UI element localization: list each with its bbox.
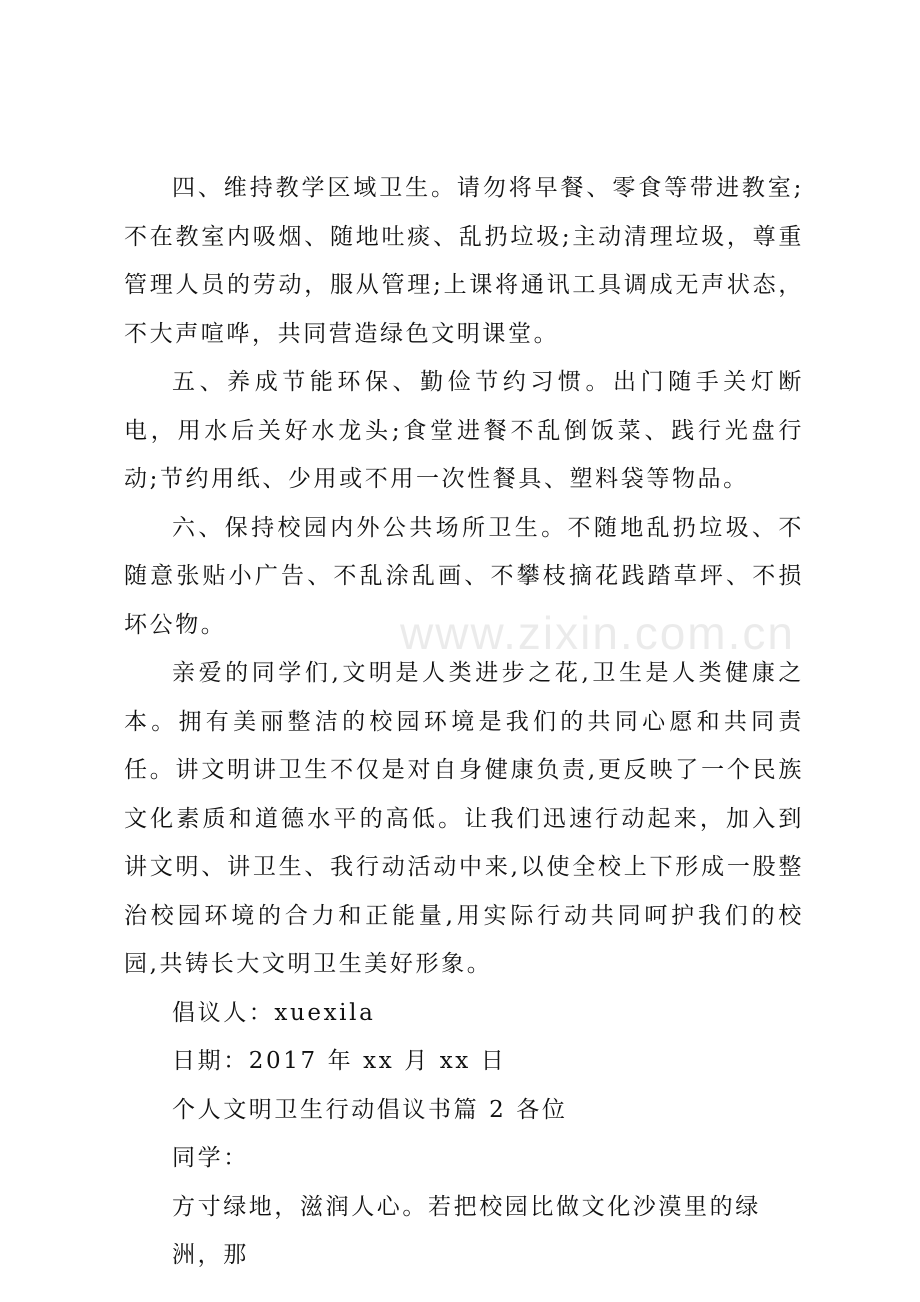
document-body [124, 164, 804, 1280]
paragraph-public-places: 六、保持校园内外公共场所卫生。不随地乱扔垃圾、不随意张贴小广告、不乱涂乱画、不攀枝摘花践踏草坪、不损坏公物。 [124, 514, 804, 638]
paragraph-energy-saving: 五、养成节能环保、勤俭节约习惯。出门随手关灯断电，用水后关好水龙头;食堂进餐不乱倒饭菜、践行光盘行动;节约用纸、少用或不用一次性餐具、塑料袋等物品。 [124, 369, 804, 492]
date-line: 日期：2017 年 xx 月 xx 日 [172, 1048, 507, 1074]
proposer-line: 倡议人：xuexila [172, 999, 376, 1026]
watermark: www.zixin.com.cn [400, 607, 795, 659]
next-title: 个人文明卫生行动倡议书篇 2 各位 [172, 1096, 568, 1123]
paragraph-hygiene: 四、维持教学区域卫生。请勿将早餐、零食等带进教室;不在教室内吸烟、随地吐痰、乱扔垃圾;主动清理垃圾，尊重管理人员的劳动，服从管理;上课将通讯工具调成无声状态，不大声喧哗，共同营造绿色文明课堂。 [124, 175, 804, 347]
opening-line: 方寸绿地，滋润人心。若把校园比做文化沙漠里的绿洲，那 [172, 1193, 761, 1268]
greeting-line: 同学： [172, 1145, 249, 1171]
paragraph-closing: 亲爱的同学们,文明是人类进步之花,卫生是人类健康之本。拥有美丽整洁的校园环境是我们的共同心愿和共同责任。讲文明讲卫生不仅是对自身健康负责,更反映了一个民族文化素质和道德水平的高低。让我们迅速行动起来，加入到讲文明、讲卫生、我行动活动中来,以使全校上下形成一股整治校园环境的合力和正能量,用实际行动共同呵护我们的校园,共铸长大文明卫生美好形象。 [124, 660, 804, 977]
